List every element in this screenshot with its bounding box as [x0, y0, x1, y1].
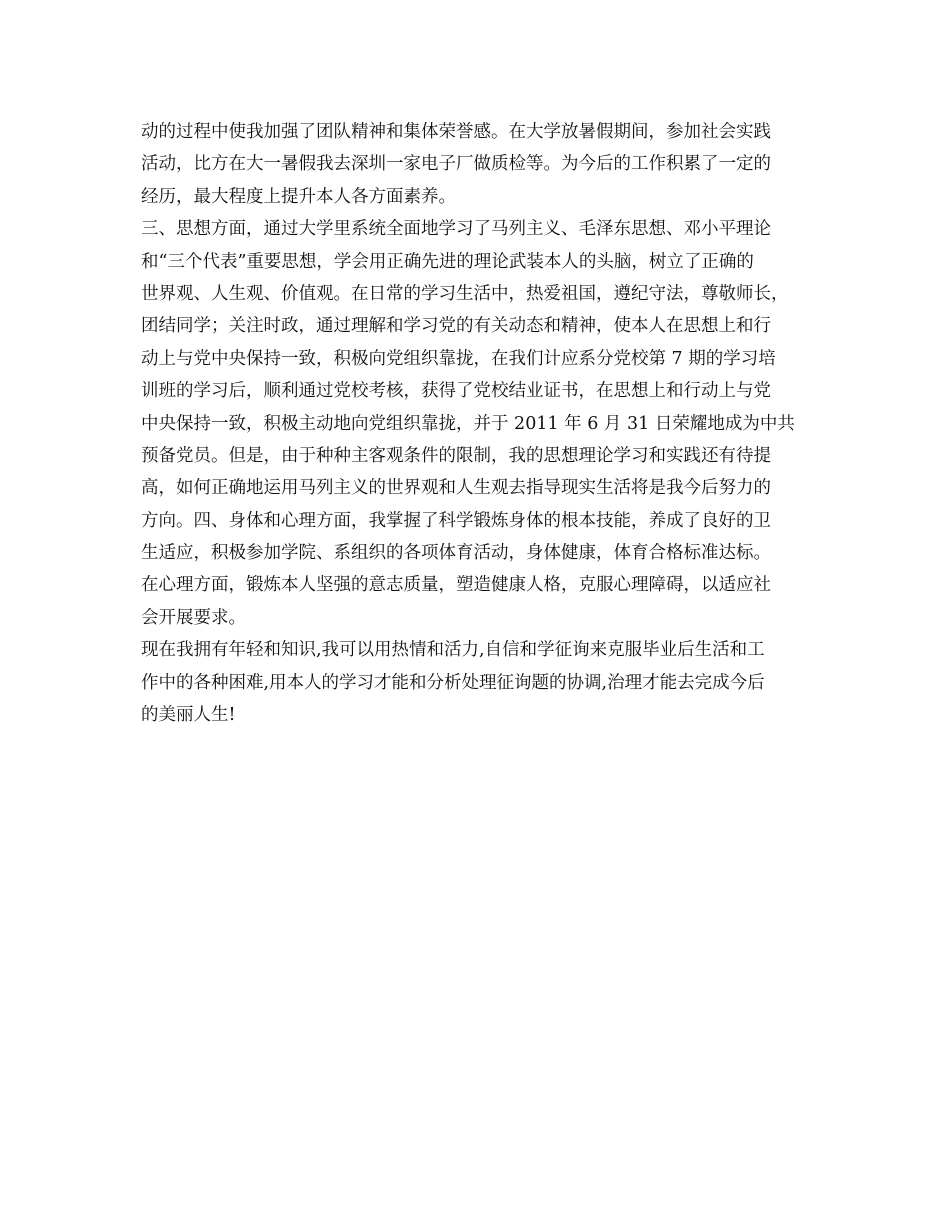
text-line: 中央保持一致，积极主动地向党组织靠拢，并于 2011 年 6 月 31 日荣耀地成为中共	[141, 413, 795, 434]
text-line: 会开展要求。	[141, 607, 246, 628]
paragraph-team-spirit	[141, 116, 821, 213]
text-line: 活动，比方在大一暑假我去深圳一家电子厂做质检等。为今后的工作积累了一定的	[141, 154, 771, 175]
text-line: 生适应，积极参加学院、系组织的各项体育活动，身体健康，体育合格标准达标。	[141, 543, 771, 564]
text-line: 动上与党中央保持一致，积极向党组织靠拢，在我们计应系分党校第 7 期的学习培	[141, 348, 776, 369]
text-line: 作中的各种困难,用本人的学习才能和分析处理征询题的协调,治理才能去完成今后	[141, 672, 765, 693]
document-body	[141, 116, 821, 731]
text-line: 高，如何正确地运用马列主义的世界观和人生观去指导现实生活将是我今后努力的	[141, 478, 771, 499]
text-line: 的美丽人生!	[141, 705, 236, 726]
text-line: 世界观、人生观、价值观。在日常的学习生活中，热爱祖国，遵纪守法，尊敬师长，	[141, 283, 789, 304]
text-line: 训班的学习后，顺利通过党校考核，获得了党校结业证书，在思想上和行动上与党	[141, 381, 771, 402]
paragraph-ideology-and-health	[141, 213, 821, 634]
text-line: 经历，最大程度上提升本人各方面素养。	[141, 186, 456, 207]
text-line: 现在我拥有年轻和知识,我可以用热情和活力,自信和学征询来克服毕业后生活和工	[141, 640, 765, 661]
text-line: 三、思想方面，通过大学里系统全面地学习了马列主义、毛泽东思想、邓小平理论	[141, 219, 771, 240]
text-line: 和“三个代表”重要思想，学会用正确先进的理论武装本人的头脑，树立了正确的	[141, 251, 754, 272]
text-line: 方向。四、身体和心理方面，我掌握了科学锻炼身体的根本技能，养成了良好的卫	[141, 510, 771, 531]
text-line: 在心理方面，锻炼本人坚强的意志质量，塑造健康人格，克服心理障碍，以适应社	[141, 575, 771, 596]
text-line: 动的过程中使我加强了团队精神和集体荣誉感。在大学放暑假期间，参加社会实践	[141, 122, 771, 142]
text-line: 预备党员。但是，由于种种主客观条件的限制，我的思想理论学习和实践还有待提	[141, 445, 771, 466]
paragraph-conclusion	[141, 634, 821, 731]
text-line: 团结同学；关注时政，通过理解和学习党的有关动态和精神，使本人在思想上和行	[141, 316, 771, 337]
